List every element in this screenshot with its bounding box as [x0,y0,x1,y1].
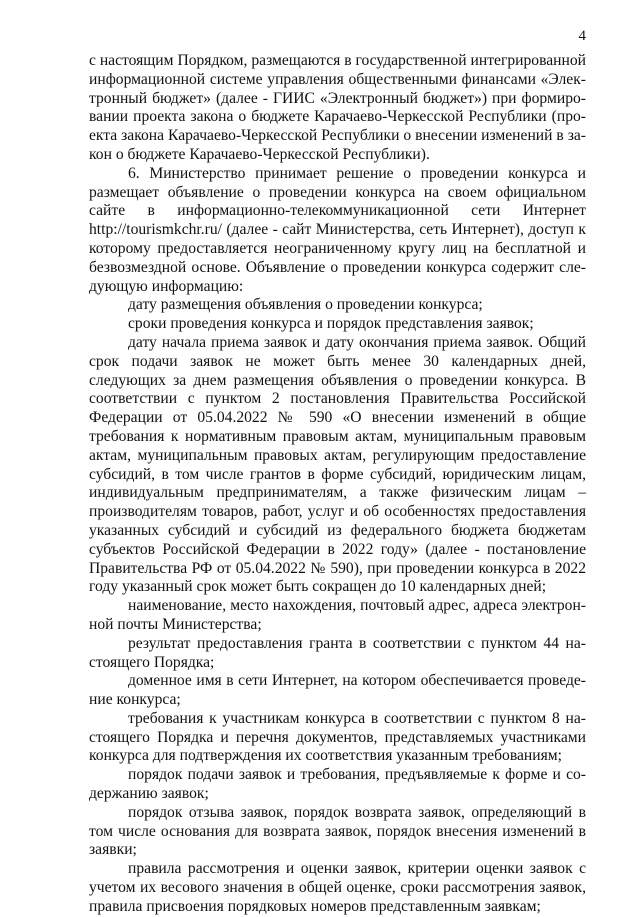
list-item-withdrawal-procedure: порядок отзыва заявок, порядок возврата заявок, определяющий в том числе основания для возврата заявок, порядок внесения изменений в заявки; [89,803,586,859]
list-item-application-procedure: порядок подачи заявок и требования, предъявляемые к форме и содержанию заявок; [89,766,586,803]
list-item-contest-terms: сроки проведения конкурса и порядок представления заявок; [128,315,534,333]
list-item-evaluation-rules: правила рассмотрения и оценки заявок, критерии оценки заявок с учетом их весового значения в общей оценке, сроки рассмотрения заявок, правила присвоения порядковых номеров представленным заявкам; [89,860,586,915]
paragraph-item-6: 6. Министерство принимает решение о проведении конкурса и размещает объявление о проведении конкурса на своем официальном сайте в информационно-телекоммуникационной сети Интернет http://tourismkchr.ru/ (далее - сайт Министерства, сеть Интернет), доступ к которому предоставляется неограниченному кругу лиц на бесплатной и безвозмездной основе. Объявление о проведении конкурса содержит следующую информацию: [89,164,586,295]
list-item-grant-result: результат предоставления гранта в соответствии с пунктом 44 настоящего Порядка; [89,634,586,671]
paragraph-continuation: с настоящим Порядком, размещаются в государственной интегрированной информационной системе управления общественными финансами «Электронный бюджет» (далее - ГИИС «Электронный бюджет») при формировании проекта закона о бюджете Карачаево-Черкесской Республики (проекта закона Карачаево-Черкесской Республики о внесении изменений в закон о бюджете Карачаево-Черкесской Республики). [89,52,586,163]
list-item-publication-date: дату размещения объявления о проведении конкурса; [128,296,483,314]
page-number: 4 [578,28,586,44]
list-item-domain-name: доменное имя в сети Интернет, на котором обеспечивается проведение конкурса; [89,672,586,709]
list-item-ministry-contacts: наименование, место нахождения, почтовый адрес, адреса электронной почты Министерства; [89,597,586,633]
list-item-application-dates: дату начала приема заявок и дату окончания приема заявок. Общий срок подачи заявок не может быть менее 30 календарных дней, следующих за днем размещения объявления о проведении конкурса. В соответствии с пунктом 2 постановления Правительства Российской Федерации от 05.04.2022 № 590 «О внесении изменений в общие требования к нормативным правовым актам, муниципальным правовым актам, муниципальным правовых актам, регулирующим предоставление субсидий, в том числе грантов в форме субсидий, юридическим лицам, индивидуальным предпринимателям, а также физическим лицам – производителям товаров, работ, услуг и об особенностях предоставления указанных субсидий и субсидий из федерального бюджета бюджетам субъектов Российской Федерации в 2022 году» (далее - постановление Правительства РФ от 05.04.2022 № 590), при проведении конкурса в 2022 году указанный срок может быть сокращен до 10 календарных дней; [89,333,586,596]
document-body [89,52,586,917]
list-item-participant-requirements: требования к участникам конкурса в соответствии с пунктом 8 настоящего Порядка и перечня документов, представляемых участниками конкурса для подтверждения их соответствия указанным требованиям; [89,709,586,765]
